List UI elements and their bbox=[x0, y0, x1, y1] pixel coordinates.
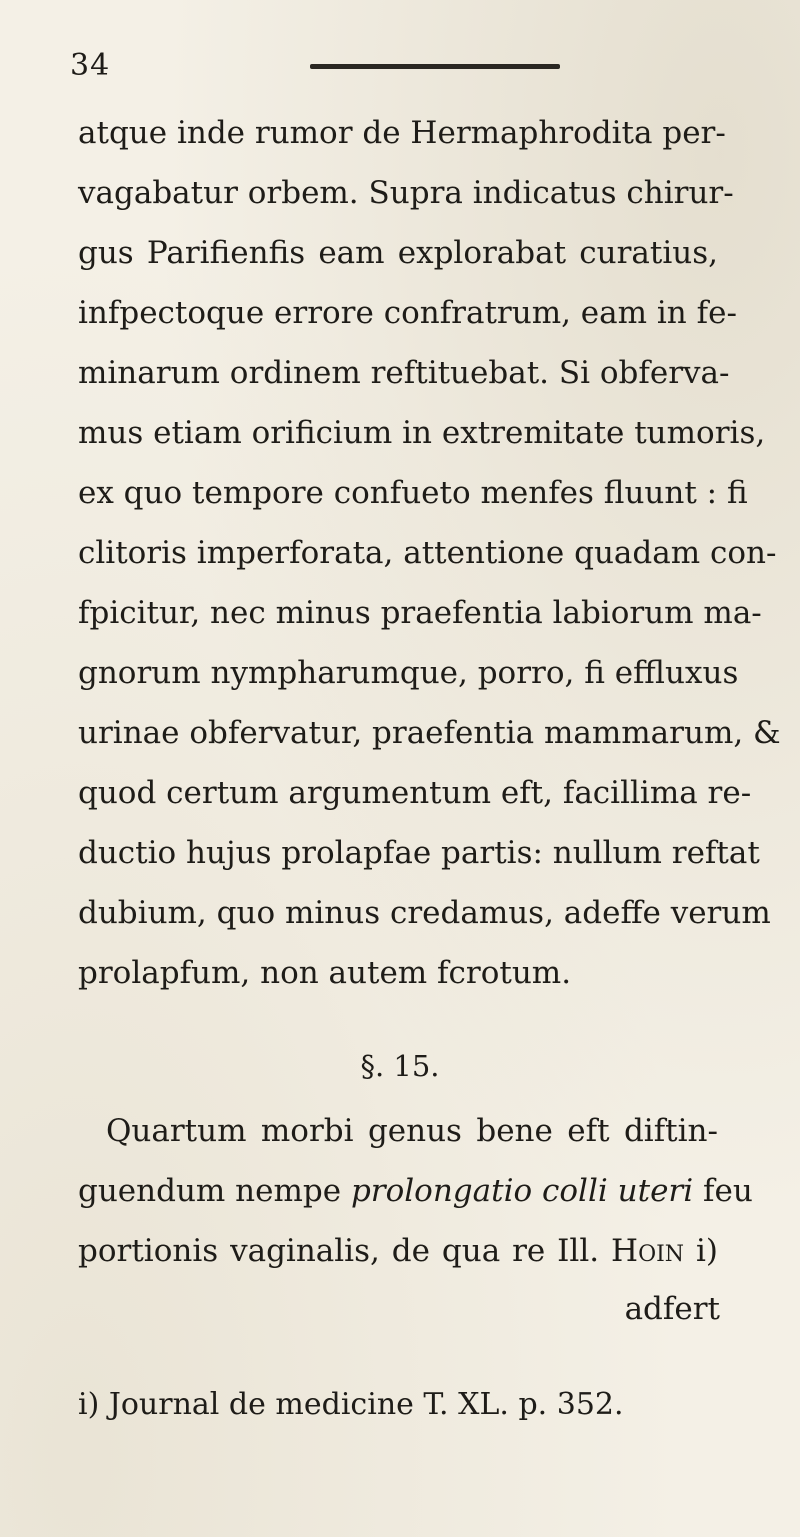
italic-term: prolongatio colli uteri bbox=[350, 1173, 694, 1209]
text-line: clitoris imperforata, attentione quadam con- bbox=[78, 535, 777, 571]
text-line: gus Parifienfis eam explorabat curatius, bbox=[78, 235, 718, 271]
text-line: ductio hujus prolapfae partis: nullum reftat bbox=[78, 835, 760, 871]
text-line bbox=[78, 1173, 753, 1209]
text-line: Quartum morbi genus bene eft diftin- bbox=[106, 1113, 718, 1149]
text-line: urinae obfervatur, praefentia mammarum, & bbox=[78, 715, 781, 751]
author-name: Hoin bbox=[611, 1233, 685, 1269]
footnote: i) Journal de medicine T. XL. p. 352. bbox=[78, 1387, 624, 1422]
text-line: ex quo tempore confueto menfes fluunt : fi bbox=[78, 475, 748, 511]
text-line: mus etiam orificium in extremitate tumoris, bbox=[78, 415, 766, 451]
text-line: gnorum nympharumque, porro, fi effluxus bbox=[78, 655, 739, 691]
text-line: quod certum argumentum eft, facillima re- bbox=[78, 775, 752, 811]
section-heading: §. 15. bbox=[360, 1049, 440, 1083]
text-line: vagabatur orbem. Supra indicatus chirur- bbox=[78, 175, 734, 211]
text-span: feu bbox=[693, 1173, 753, 1209]
page-number: 34 bbox=[70, 48, 111, 83]
text-span: i) bbox=[684, 1233, 718, 1269]
catchword: adfert bbox=[624, 1291, 720, 1327]
text-line: minarum ordinem reftituebat. Si obferva- bbox=[78, 355, 730, 391]
header-rule bbox=[310, 64, 560, 69]
text-line: prolapfum, non autem fcrotum. bbox=[78, 955, 572, 991]
text-line: infpectoque errore confratrum, eam in fe- bbox=[78, 295, 737, 331]
text-line bbox=[78, 1233, 718, 1269]
text-line: dubium, quo minus credamus, adeffe verum bbox=[78, 895, 771, 931]
text-span: portionis vaginalis, de qua re Ill. bbox=[78, 1233, 612, 1269]
text-span: guendum nempe bbox=[78, 1173, 351, 1209]
text-line: atque inde rumor de Hermaphrodita per- bbox=[78, 115, 726, 151]
text-line: fpicitur, nec minus praefentia labiorum ma- bbox=[78, 595, 762, 631]
